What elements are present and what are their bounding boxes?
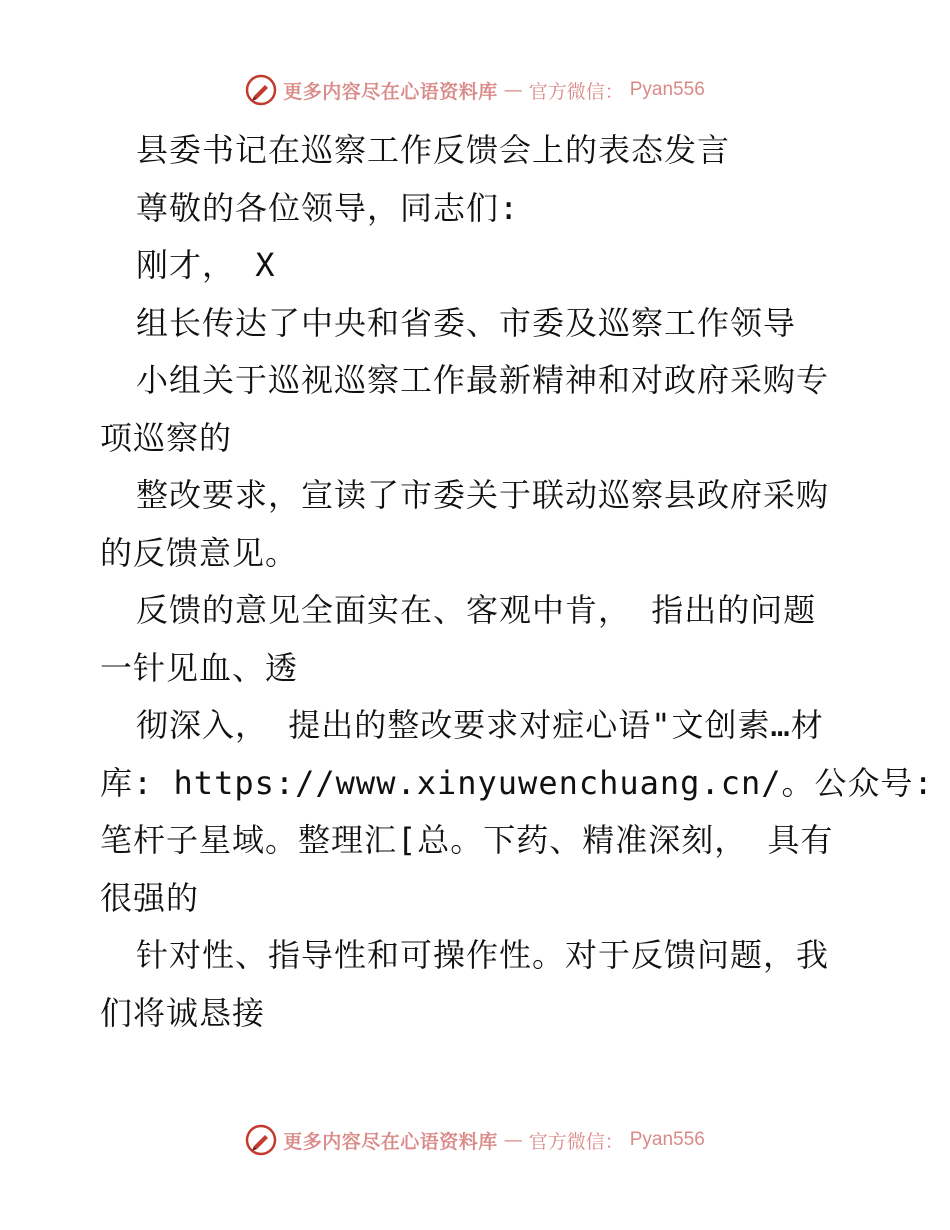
text-line: 整改要求，宣读了市委关于联动巡察县政府采购 xyxy=(136,476,830,514)
salutation: 尊敬的各位领导，同志们: xyxy=(136,188,520,227)
text-line: 项巡察的 xyxy=(100,418,233,457)
banner-text: 更多内容尽在心语资料库 xyxy=(283,80,498,103)
text-line: 反馈的意见全面实在、客观中肯， 指出的问题 xyxy=(136,591,817,629)
text-line: 针对性、指导性和可操作性。对于反馈问题，我 xyxy=(136,936,830,974)
text-line: 彻深入， 提出的整改要求对症心语"文创素…材 xyxy=(136,706,824,744)
text-line: 刚才， X xyxy=(136,246,276,284)
banner-wechat-id: Pyan556 xyxy=(629,79,705,100)
text-line: 的反馈意见。 xyxy=(100,533,299,572)
text-line: 组长传达了中央和省委、市委及巡察工作领导 xyxy=(136,303,797,342)
text-line: 们将诚恳接 xyxy=(100,993,266,1032)
banner-wechat-label: 官方微信： xyxy=(528,80,624,103)
pen-logo-icon xyxy=(245,74,277,106)
footer-watermark-banner xyxy=(0,1120,950,1160)
header-watermark-banner xyxy=(0,70,950,110)
text-line: 小组关于巡视巡察工作最新精神和对政府采购专 xyxy=(136,361,830,399)
text-line: 笔杆子星域。整理汇[总。下药、精准深刻， 具有 xyxy=(100,821,834,859)
document-body xyxy=(100,122,934,1042)
pen-logo-icon xyxy=(245,1124,277,1156)
banner-separator: — xyxy=(503,79,523,101)
text-line: 库: https://www.xinyuwenchuang.cn/。公众号: xyxy=(100,763,934,802)
banner-separator: — xyxy=(503,1129,523,1151)
text-line: 很强的 xyxy=(100,878,200,917)
banner-wechat-id: Pyan556 xyxy=(629,1129,705,1150)
text-line: 一针见血、透 xyxy=(100,648,299,687)
banner-wechat-label: 官方微信： xyxy=(528,1130,624,1153)
document-title: 县委书记在巡察工作反馈会上的表态发言 xyxy=(136,131,731,169)
banner-text: 更多内容尽在心语资料库 xyxy=(283,1130,498,1153)
